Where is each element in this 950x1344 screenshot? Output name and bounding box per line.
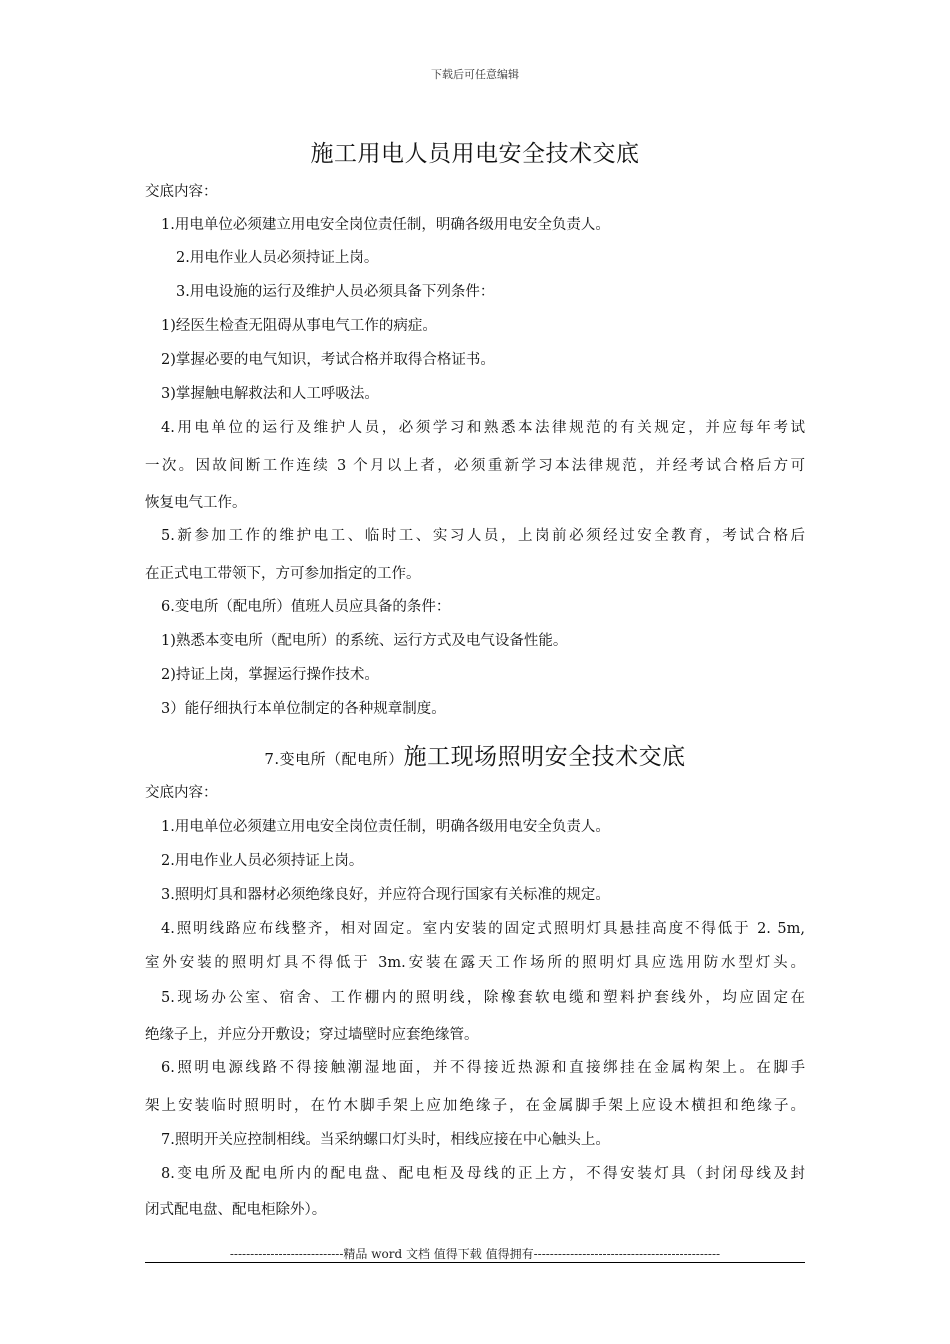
section2-line: 室外安装的照明灯具不得低于 3m.安装在露天工作场所的照明灯具应选用防水型灯头。 (145, 955, 805, 971)
section1-line: 5.新参加工作的维护电工、临时工、实习人员，上岗前必须经过安全教育，考试合格后 (161, 528, 805, 544)
section1-line: 6.变电所（配电所）值班人员应具备的条件： (161, 599, 451, 615)
section1-line: 3.用电设施的运行及维护人员必须具备下列条件： (176, 284, 495, 300)
section2-line: 2.用电作业人员必须持证上岗。 (161, 853, 364, 869)
section2-line: 1.用电单位必须建立用电安全岗位责任制，明确各级用电安全负责人。 (161, 819, 610, 835)
section2-line: 7.照明开关应控制相线。当采纳螺口灯头时，相线应接在中心触头上。 (161, 1132, 610, 1148)
section2-title: 施工现场照明安全技术交底 (403, 744, 686, 770)
section1-line: 恢复电气工作。 (145, 495, 247, 511)
section2-line: 闭式配电盘、配电柜除外）。 (145, 1202, 327, 1218)
section2-title-row (0, 738, 950, 771)
page-header: 下载后可任意编辑 (431, 68, 519, 81)
section2-line: 绝缘子上，并应分开敷设；穿过墙壁时应套绝缘管。 (145, 1027, 479, 1043)
section1-line: 3）能仔细执行本单位制定的各种规章制度。 (161, 701, 446, 717)
section1-title: 施工用电人员用电安全技术交底 (310, 141, 640, 167)
section2-line: 3.照明灯具和器材必须绝缘良好，并应符合现行国家有关标准的规定。 (161, 887, 610, 903)
section2-line: 8.变电所及配电所内的配电盘、配电柜及母线的正上方，不得安装灯具（封闭母线及封 (161, 1166, 805, 1182)
page-footer: ----------------------------精品 word 文档 值得下载 值得拥有---------------------------------------------- (229, 1247, 721, 1261)
section1-line: 1)经医生检查无阻碍从事电气工作的病症。 (161, 318, 437, 334)
section1-line: 1.用电单位必须建立用电安全岗位责任制，明确各级用电安全负责人。 (161, 217, 610, 233)
section1-line: 2.用电作业人员必须持证上岗。 (176, 250, 379, 266)
section1-line: 2)掌握必要的电气知识，考试合格并取得合格证书。 (161, 352, 495, 368)
section2-intro: 交底内容： (145, 785, 218, 801)
section1-line: 在正式电工带领下，方可参加指定的工作。 (145, 566, 421, 582)
section1-line: 1)熟悉本变电所（配电所）的系统、运行方式及电气设备性能。 (161, 633, 568, 649)
section2-line: 架上安装临时照明时，在竹木脚手架上应加绝缘子，在金属脚手架上应设木横担和绝缘子。 (145, 1098, 805, 1114)
section1-intro: 交底内容： (145, 184, 218, 200)
section2-title-prefix: 7.变电所（配电所） (264, 750, 404, 768)
section2-line: 6.照明电源线路不得接触潮湿地面，并不得接近热源和直接绑挂在金属构架上。在脚手 (161, 1060, 805, 1076)
section1-line: 2)持证上岗，掌握运行操作技术。 (161, 667, 379, 683)
section1-line: 一次。因故间断工作连续 3 个月以上者，必须重新学习本法律规范，并经考试合格后方可 (145, 458, 805, 474)
section1-line: 4.用电单位的运行及维护人员，必须学习和熟悉本法律规范的有关规定，并应每年考试 (161, 420, 805, 436)
footer-rule (145, 1262, 805, 1263)
section1-line: 3)掌握触电解救法和人工呼吸法。 (161, 386, 379, 402)
section2-line: 4.照明线路应布线整齐，相对固定。室内安装的固定式照明灯具悬挂高度不得低于 2. 5m, (161, 921, 805, 937)
section2-line: 5.现场办公室、宿舍、工作棚内的照明线，除橡套软电缆和塑料护套线外，均应固定在 (161, 990, 805, 1006)
